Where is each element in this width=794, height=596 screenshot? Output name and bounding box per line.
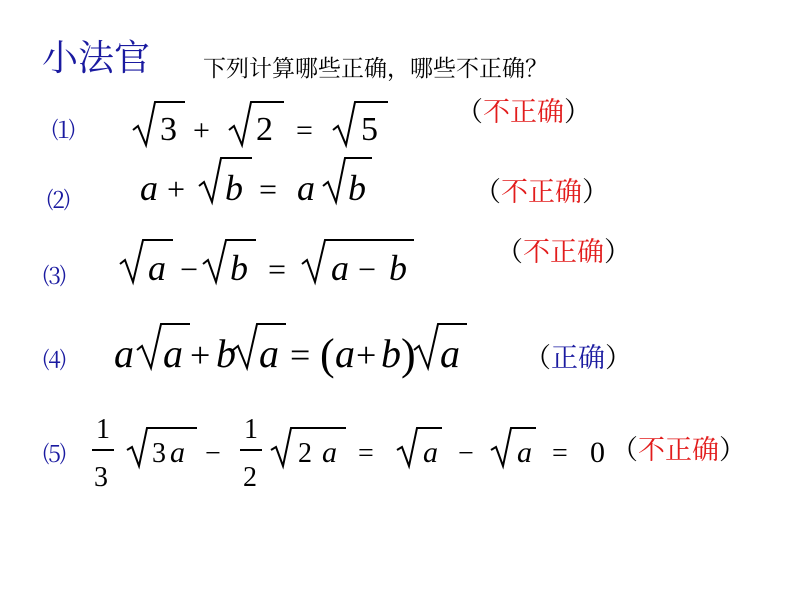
svg-text:b: b (225, 168, 243, 208)
svg-text:b: b (348, 168, 366, 208)
verdict-text-3: 不正确 (523, 237, 604, 268)
expression-4-glyphs (114, 330, 460, 379)
item-number-2: ⑵ (47, 187, 70, 213)
verdict-text-1: 不正确 (483, 97, 564, 128)
page-title: 小法官 (42, 38, 151, 79)
svg-text:a: a (440, 331, 460, 376)
svg-text:−: − (458, 438, 474, 469)
item-number-3: ⑶ (43, 263, 66, 289)
svg-text:a: a (163, 331, 183, 376)
question-prompt: 下列计算哪些正确，哪些不正确？ (203, 56, 548, 82)
expression-2-glyphs (140, 168, 366, 208)
svg-text:b: b (389, 248, 407, 288)
verdict-1: （不正确） (456, 97, 591, 128)
svg-text:a: a (140, 168, 158, 208)
svg-text:): ) (401, 330, 416, 379)
svg-text:2: 2 (243, 462, 257, 493)
verdict-text-5: 不正确 (638, 435, 719, 466)
svg-text:3: 3 (160, 111, 177, 148)
svg-text:a: a (148, 248, 166, 288)
svg-text:=: = (296, 114, 313, 147)
svg-text:−: − (205, 438, 221, 469)
svg-text:a: a (423, 436, 438, 469)
svg-text:a: a (517, 436, 532, 469)
svg-text:2: 2 (256, 111, 273, 148)
svg-text:b: b (381, 331, 401, 376)
svg-text:+: + (193, 114, 210, 147)
svg-text:=: = (268, 251, 287, 287)
svg-text:=: = (290, 335, 311, 375)
svg-text:+: + (190, 335, 211, 375)
item-number-5: ⑸ (43, 441, 66, 467)
verdict-text-2: 不正确 (501, 177, 582, 208)
svg-text:b: b (216, 331, 236, 376)
svg-text:−: − (180, 251, 199, 287)
verdict-3: （不正确） (496, 237, 631, 268)
svg-text:a: a (322, 436, 337, 469)
svg-text:=: = (552, 438, 568, 469)
svg-text:a: a (331, 248, 349, 288)
svg-text:1: 1 (96, 414, 110, 445)
svg-text:0: 0 (590, 436, 605, 469)
svg-text:3: 3 (94, 462, 108, 493)
svg-text:1: 1 (244, 414, 258, 445)
item-number-1: ⑴ (52, 117, 75, 143)
svg-text:a: a (170, 436, 185, 469)
verdict-2: （不正确） (474, 177, 609, 208)
expression-3-glyphs (148, 248, 407, 288)
verdict-text-4: 正确 (551, 343, 605, 374)
verdict-5: （不正确） (611, 435, 746, 466)
svg-text:−: − (358, 251, 377, 287)
svg-text:a: a (335, 331, 355, 376)
item-number-4: ⑷ (43, 347, 66, 373)
svg-text:+: + (356, 335, 377, 375)
svg-text:a: a (297, 168, 315, 208)
svg-text:=: = (259, 171, 278, 207)
svg-text:a: a (114, 331, 134, 376)
svg-text:=: = (358, 438, 374, 469)
svg-text:(: ( (320, 330, 335, 379)
expression-5-glyphs (94, 414, 605, 493)
svg-text:2: 2 (298, 438, 312, 469)
svg-text:+: + (167, 171, 186, 207)
svg-text:5: 5 (361, 111, 378, 148)
svg-text:b: b (230, 248, 248, 288)
svg-text:3: 3 (152, 438, 166, 469)
verdict-4: （正确） (524, 343, 632, 374)
svg-text:a: a (259, 331, 279, 376)
